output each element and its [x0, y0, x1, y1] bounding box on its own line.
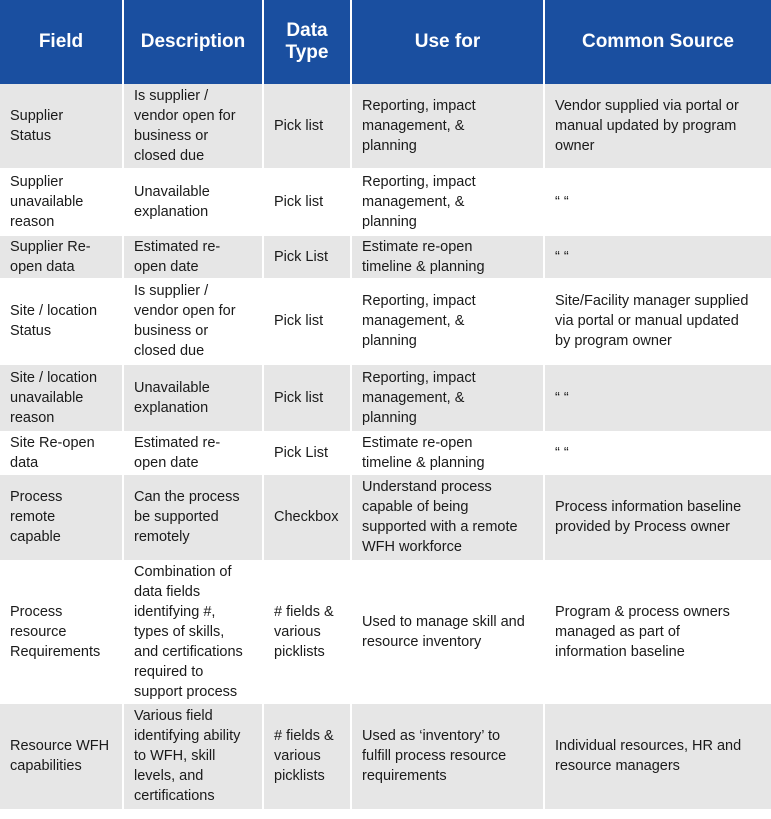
- cell-data-type: Pick list: [263, 168, 351, 235]
- cell-use-for: Used to manage skill and resource inventory: [351, 560, 544, 703]
- cell-field: Process remote capable: [0, 474, 123, 560]
- header-description: Description: [123, 0, 263, 84]
- cell-description: Can the process be supported remotely: [123, 474, 263, 560]
- cell-data-type: Pick list: [263, 84, 351, 168]
- cell-common-source: “ “: [544, 431, 771, 474]
- cell-field: Site Re-open data: [0, 431, 123, 474]
- cell-data-type: Checkbox: [263, 474, 351, 560]
- table-row: [0, 168, 771, 235]
- table-body: [0, 84, 771, 809]
- header-row: [0, 0, 771, 84]
- cell-description: Estimated re- open date: [123, 235, 263, 278]
- table-row: [0, 235, 771, 278]
- header-use-for: Use for: [351, 0, 544, 84]
- table-row: [0, 703, 771, 809]
- table-row: [0, 474, 771, 560]
- cell-data-type: Pick list: [263, 364, 351, 431]
- cell-use-for: Understand process capable of being supported with a remote WFH workforce: [351, 474, 544, 560]
- cell-common-source: Program & process owners managed as part of information baseline: [544, 560, 771, 703]
- cell-use-for: Estimate re-open timeline & planning: [351, 235, 544, 278]
- cell-use-for: Reporting, impact management, & planning: [351, 84, 544, 168]
- cell-data-type: Pick list: [263, 278, 351, 364]
- cell-common-source: Individual resources, HR and resource managers: [544, 703, 771, 809]
- cell-data-type: # fields & various picklists: [263, 560, 351, 703]
- cell-field: Site / location Status: [0, 278, 123, 364]
- header-field: Field: [0, 0, 123, 84]
- table-row: [0, 560, 771, 703]
- cell-common-source: Vendor supplied via portal or manual updated by program owner: [544, 84, 771, 168]
- cell-description: Unavailable explanation: [123, 364, 263, 431]
- table-header: [0, 0, 771, 84]
- table-row: [0, 278, 771, 364]
- cell-common-source: “ “: [544, 235, 771, 278]
- cell-description: Is supplier / vendor open for business or closed due: [123, 278, 263, 364]
- cell-description: Combination of data fields identifying #, types of skills, and certifications required to support process: [123, 560, 263, 703]
- cell-common-source: “ “: [544, 168, 771, 235]
- cell-field: Supplier Status: [0, 84, 123, 168]
- cell-common-source: Process information baseline provided by Process owner: [544, 474, 771, 560]
- table-row: [0, 431, 771, 474]
- header-common-source: Common Source: [544, 0, 771, 84]
- cell-description: Unavailable explanation: [123, 168, 263, 235]
- cell-description: Various field identifying ability to WFH, skill levels, and certifications: [123, 703, 263, 809]
- cell-field: Resource WFH capabilities: [0, 703, 123, 809]
- cell-data-type: # fields & various picklists: [263, 703, 351, 809]
- cell-field: Site / location unavailable reason: [0, 364, 123, 431]
- cell-data-type: Pick List: [263, 431, 351, 474]
- cell-description: Is supplier / vendor open for business or closed due: [123, 84, 263, 168]
- cell-description: Estimated re- open date: [123, 431, 263, 474]
- cell-field: Supplier unavailable reason: [0, 168, 123, 235]
- cell-use-for: Reporting, impact management, & planning: [351, 168, 544, 235]
- cell-use-for: Reporting, impact management, & planning: [351, 278, 544, 364]
- header-data-type: Data Type: [263, 0, 351, 84]
- cell-common-source: “ “: [544, 364, 771, 431]
- cell-common-source: Site/Facility manager supplied via portal or manual updated by program owner: [544, 278, 771, 364]
- cell-use-for: Used as ‘inventory’ to fulfill process resource requirements: [351, 703, 544, 809]
- cell-data-type: Pick List: [263, 235, 351, 278]
- cell-field: Process resource Requirements: [0, 560, 123, 703]
- cell-use-for: Reporting, impact management, & planning: [351, 364, 544, 431]
- table-row: [0, 84, 771, 168]
- cell-field: Supplier Re- open data: [0, 235, 123, 278]
- cell-use-for: Estimate re-open timeline & planning: [351, 431, 544, 474]
- table-row: [0, 364, 771, 431]
